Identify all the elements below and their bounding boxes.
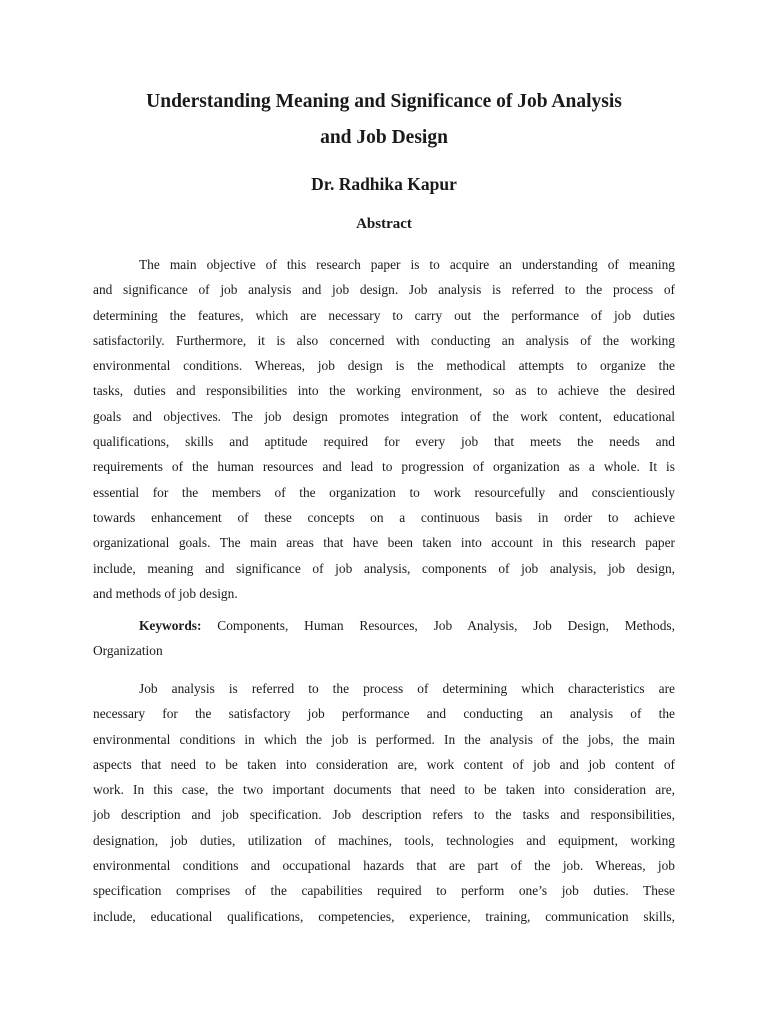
- body-line: include, educational qualifications, competencies, experience, training, communication skills,: [93, 908, 675, 924]
- keywords-line: Organization: [93, 643, 163, 659]
- body-line: aspects that need to be taken into consideration are, work content of job and job content of: [93, 756, 675, 772]
- body-line: work. In this case, the two important documents that need to be taken into consideration are,: [93, 782, 675, 798]
- abstract-line: and methods of job design.: [93, 585, 238, 601]
- paper-title: [40, 84, 728, 156]
- body-line: environmental conditions and occupational hazards that are part of the job. Whereas, job: [93, 858, 675, 874]
- abstract-line: and significance of job analysis and job design. Job analysis is referred to the process of: [93, 282, 675, 298]
- abstract-line: determining the features, which are necessary to carry out the performance of job duties: [93, 307, 675, 323]
- abstract-line: towards enhancement of these concepts on a continuous basis in order to achieve: [93, 509, 675, 525]
- abstract-paragraph: [93, 252, 675, 606]
- body-line: Job analysis is referred to the process of determining which characteristics are: [139, 681, 675, 696]
- abstract-line: The main objective of this research paper is to acquire an understanding of meaning: [139, 257, 675, 272]
- abstract-heading: Abstract: [356, 216, 412, 232]
- author-name: Dr. Radhika Kapur: [311, 174, 457, 194]
- abstract-line: environmental conditions. Whereas, job design is the methodical attempts to organize the: [93, 358, 675, 374]
- abstract-line: satisfactorily. Furthermore, it is also concerned with conducting an analysis of the working: [93, 332, 675, 348]
- abstract-line: organizational goals. The main areas that have been taken into account in this research paper: [93, 535, 675, 551]
- keywords-paragraph: [93, 613, 675, 664]
- abstract-line: goals and objectives. The job design promotes integration of the work content, educational: [93, 408, 675, 424]
- abstract-line: qualifications, skills and aptitude required for every job that meets the needs and: [93, 434, 675, 450]
- body-line: environmental conditions in which the job is performed. In the analysis of the jobs, the main: [93, 731, 675, 747]
- abstract-line: tasks, duties and responsibilities into the working environment, so as to achieve the desired: [93, 383, 675, 399]
- abstract-line: requirements of the human resources and lead to progression of organization as a whole. It is: [93, 459, 675, 475]
- title-line: Understanding Meaning and Significance of Job Analysis: [146, 91, 622, 112]
- title-line: and Job Design: [320, 127, 448, 148]
- abstract-line: include, meaning and significance of job analysis, components of job analysis, job design,: [93, 560, 675, 576]
- keywords-list: Components, Human Resources, Job Analysis, Job Design, Methods,: [201, 618, 675, 633]
- keywords-label: Keywords:: [139, 618, 202, 633]
- keywords-line: [93, 613, 675, 638]
- abstract-line: essential for the members of the organization to work resourcefully and conscientiously: [93, 484, 675, 500]
- body-line: necessary for the satisfactory job performance and conducting an analysis of the: [93, 706, 675, 722]
- body-line: specification comprises of the capabilities required to perform one’s job duties. These: [93, 883, 675, 899]
- body-paragraph: [93, 676, 675, 929]
- body-line: job description and job specification. Job description refers to the tasks and responsibilities,: [93, 807, 675, 823]
- body-line: designation, job duties, utilization of machines, tools, technologies and equipment, working: [93, 832, 675, 848]
